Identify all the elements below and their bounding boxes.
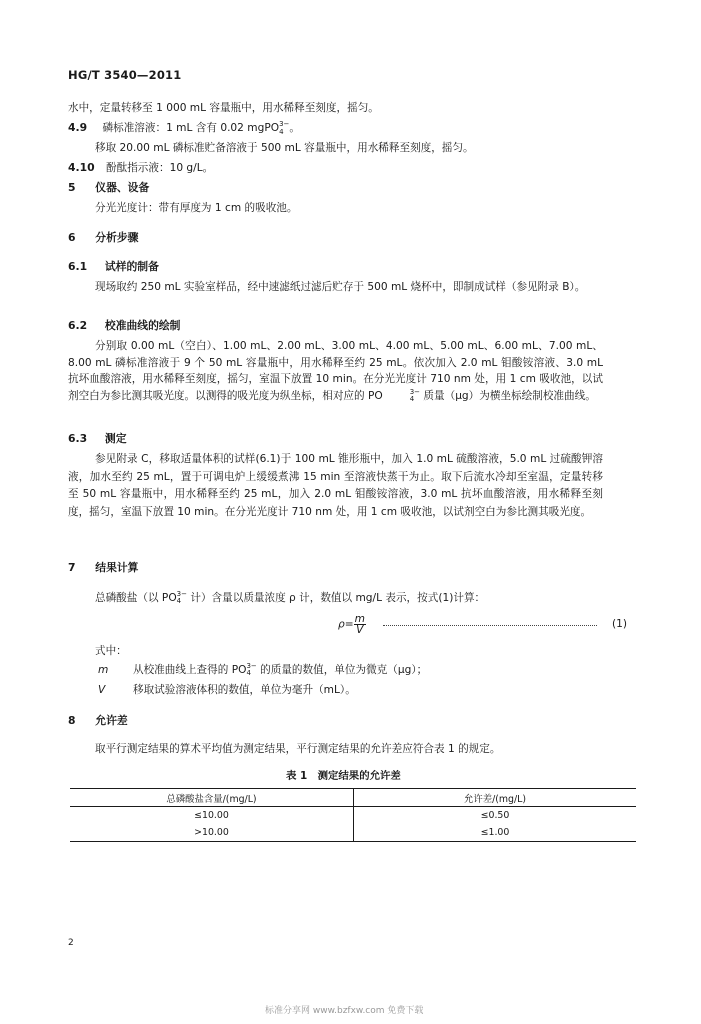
section-title: 测定 (104, 432, 127, 445)
table-caption: 表 1 测定结果的允许差 (286, 770, 401, 782)
table-cell: ≤10.00 (70, 807, 354, 825)
table-cell: >10.00 (70, 824, 354, 842)
formula-leader-dots (383, 624, 597, 626)
table-cell: ≤0.50 (480, 810, 510, 821)
section-title: 试样的制备 (104, 260, 159, 273)
section-title: 分析步骤 (95, 231, 139, 244)
superscript: 3− (246, 662, 257, 670)
table-header-cell: 允许差/(mg/L) (354, 789, 637, 807)
subscript: 4 (279, 128, 284, 136)
po4-ion-script (279, 120, 289, 136)
subscript: 4 (246, 669, 251, 677)
section-7-heading (68, 560, 138, 575)
continuation-line: 水中，定量转移至 1 000 mL 容量瓶中，用水稀释至刻度，摇匀。 (68, 102, 379, 114)
formula-lhs: ρ= (338, 618, 354, 631)
subscript: 4 (409, 394, 415, 403)
page-number: 2 (68, 938, 74, 948)
table-header-cell: 总磷酸盐含量/(mg/L) (70, 789, 354, 807)
variable-v-description: 移取试验溶液体积的数值，单位为毫升（mL）。 (133, 684, 356, 696)
section-5-body: 分光光度计：带有厚度为 1 cm 的吸收池。 (95, 202, 298, 214)
section-title: 校准曲线的绘制 (104, 319, 181, 332)
po4-ion-script (177, 591, 187, 605)
section-6-2-body (68, 338, 603, 404)
standard-code-header: HG/T 3540—2011 (68, 68, 182, 82)
section-title: 仪器、设备 (95, 181, 150, 194)
section-4-9 (68, 120, 300, 136)
tolerance-table (70, 788, 636, 842)
section-text-tail: 。 (289, 122, 300, 134)
section-6-heading (68, 230, 138, 245)
section-6-1-heading (68, 259, 159, 274)
section-number: 5 (68, 181, 76, 194)
section-number: 6.1 (68, 260, 88, 273)
section-title: 允许差 (95, 714, 128, 727)
section-number: 8 (68, 714, 76, 727)
superscript: 3− (176, 590, 187, 598)
formula-1 (338, 614, 366, 635)
section-7-body (95, 590, 485, 606)
superscript: 3− (409, 387, 421, 396)
section-number: 7 (68, 561, 76, 574)
po4-ion-script (383, 389, 420, 403)
section-text: 磷标准溶液：1 mL 含有 0.02 mgPO (102, 122, 280, 134)
variable-v: V (98, 684, 106, 696)
section-6-3-body: 参见附录 C，移取适量体积的试样(6.1)于 100 mL 锥形瓶中，加入 1.0 mL 硫酸溶液，5.0 mL 过硫酸钾溶液，加水至约 25 mL，置于可调电炉上缓缓煮沸 15 min 至溶液快蒸干为止。取下后流水冷却至室温，定量转移至 50 mL 容量瓶中，用水稀释至约 25 mL，加入 2.0 mL 钼酸铵溶液，3.0 mL 抗坏血酸溶液，用水稀释至刻度，摇匀，室温下放置 10 min。在分光光度计 710 nm 处，用 1 cm 吸收池，以试剂空白为参比测其吸光度。 (68, 453, 603, 518)
variable-m-description (133, 662, 427, 678)
section-number: 6.2 (68, 319, 88, 332)
section-5-heading (68, 180, 149, 195)
section-4-10 (68, 160, 213, 176)
subscript: 4 (176, 597, 182, 605)
fraction-numerator: m (354, 613, 365, 625)
section-6-2-heading (68, 318, 180, 333)
section-number: 4.10 (68, 161, 95, 174)
body-text-tail: 质量（μg）为横坐标绘制校准曲线。 (420, 389, 596, 402)
section-number: 4.9 (68, 121, 88, 134)
where-label: 式中： (95, 645, 127, 657)
section-8-body: 取平行测定结果的算术平均值为测定结果，平行测定结果的允许差应符合表 1 的规定。 (95, 743, 501, 755)
table-row (70, 807, 636, 825)
table-cell: ≤1.00 (354, 824, 637, 842)
description-tail: 的质量的数值，单位为微克（μg）； (256, 664, 428, 676)
description-text: 从校准曲线上查得的 PO (133, 664, 247, 676)
superscript: 3− (279, 120, 290, 128)
section-number: 6.3 (68, 432, 88, 445)
body-text-tail: 计）含量以质量浓度 ρ 计，数值以 mg/L 表示，按式(1)计算： (186, 592, 486, 604)
section-text: 酚酞指示液：10 g/L。 (106, 162, 214, 174)
formula-number: (1) (612, 618, 628, 630)
section-6-3-heading (68, 431, 127, 446)
table-row (70, 824, 636, 842)
section-number: 6 (68, 231, 76, 244)
section-8-heading (68, 713, 128, 728)
fraction-denominator: V (356, 624, 364, 636)
section-6-1-body: 现场取约 250 mL 实验室样品，经中速滤纸过滤后贮存于 500 mL 烧杯中，即制成试样（参见附录 B）。 (95, 281, 586, 293)
section-4-9-body: 移取 20.00 mL 磷标准贮备溶液于 500 mL 容量瓶中，用水稀释至刻度，摇匀。 (95, 142, 474, 154)
body-text: 分别取 0.00 mL（空白）、1.00 mL、2.00 mL、3.00 mL、4.00 mL、5.00 mL、6.00 mL、7.00 mL、8.00 mL 磷标准溶液于 9 个 50 mL 容量瓶中，用水稀释至约 25 mL。依次加入 2.0 mL 钼酸铵溶液、3.0 mL 抗坏血酸溶液，用水稀释至刻度，摇匀，室温下放置 10 min。在分光光度计 710 nm 处，用 1 cm 吸收池，以试剂空白为参比测其吸光度。以测得的吸光度为纵坐标，相对应的 PO (68, 340, 603, 402)
watermark-footer: 标准分享网 www.bzfxw.com 免费下载 (265, 1006, 424, 1016)
body-text: 总磷酸盐（以 PO (95, 592, 177, 604)
formula-fraction (354, 614, 366, 635)
table-header-row (70, 789, 636, 807)
section-title: 结果计算 (95, 561, 139, 574)
variable-m: m (98, 664, 109, 676)
po4-ion-script (246, 663, 256, 677)
